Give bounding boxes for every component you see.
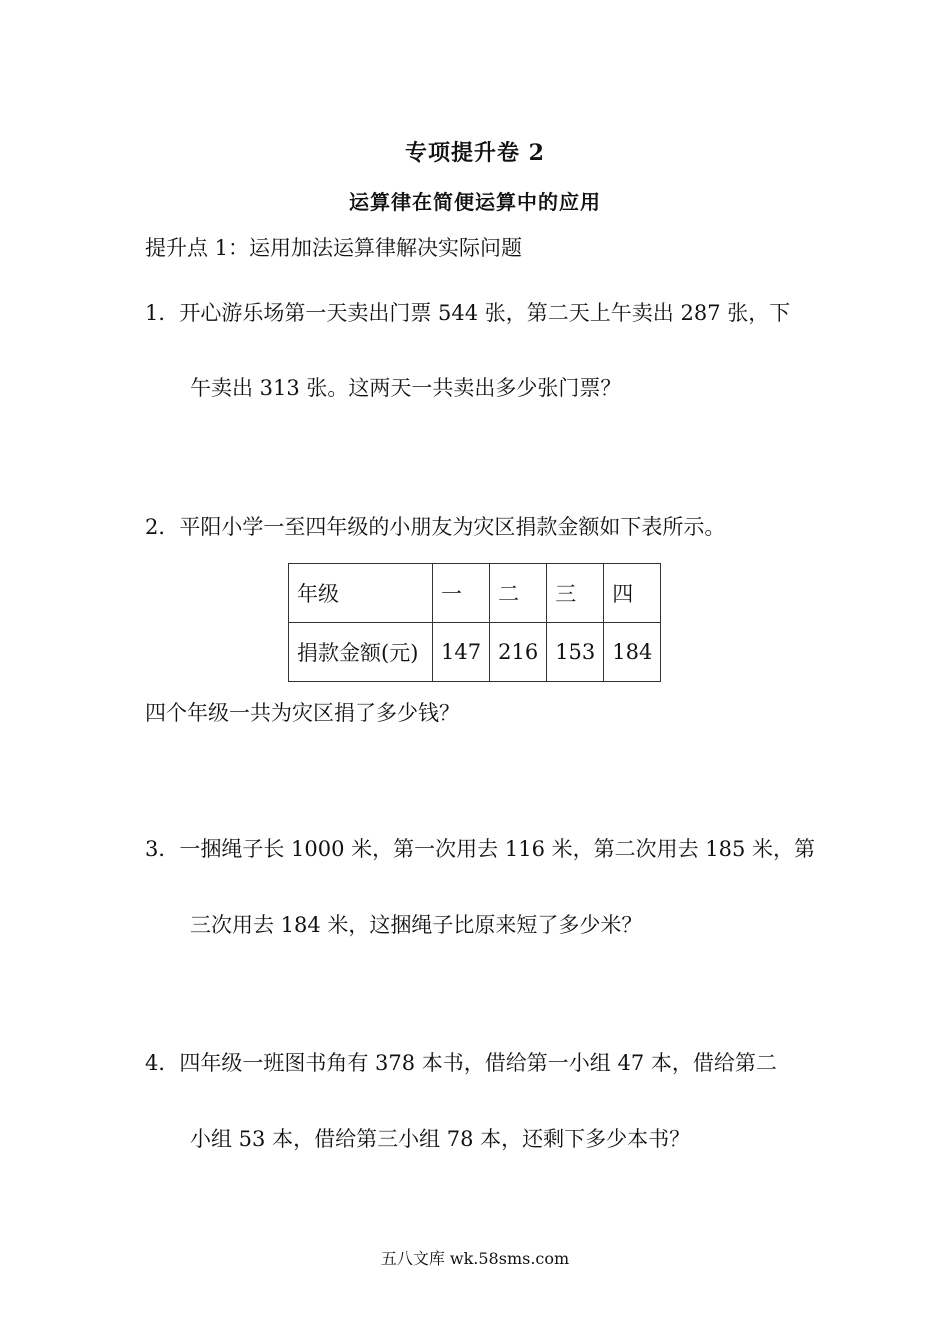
question-3-number: 3． (145, 837, 180, 861)
question-1-number: 1． (145, 301, 180, 325)
question-4-text-1: 四年级一班图书角有 378 本书，借给第一小组 47 本，借给第二 (179, 1051, 777, 1075)
table-cell: 216 (490, 623, 547, 682)
question-3-line-1 (145, 834, 815, 864)
page-subtitle: 运算律在简便运算中的应用 (349, 190, 601, 214)
table-cell: 147 (433, 623, 490, 682)
table-row (289, 623, 661, 682)
table-cell: 捐款金额(元) (289, 623, 433, 682)
question-1-text-1: 开心游乐场第一天卖出门票 544 张，第二天上午卖出 287 张，下 (179, 301, 791, 325)
table-header-cell: 二 (490, 564, 547, 623)
question-3-text-1: 一捆绳子长 1000 米，第一次用去 116 米，第二次用去 185 米，第 (179, 837, 816, 861)
question-1-line-2: 午卖出 313 张。这两天一共卖出多少张门票？ (190, 376, 622, 400)
section-heading: 提升点 1：运用加法运算律解决实际问题 (145, 236, 523, 260)
question-2-line-1 (145, 512, 725, 542)
table-cell: 184 (604, 623, 661, 682)
table-header-row (289, 564, 661, 623)
footer-watermark: 五八文库 wk.58sms.com (380, 1249, 570, 1268)
question-1-line-1 (145, 298, 790, 328)
question-4-number: 4． (145, 1051, 180, 1075)
table-header-cell: 四 (604, 564, 661, 623)
table-cell: 153 (547, 623, 604, 682)
question-4-line-2: 小组 53 本，借给第三小组 78 本，还剩下多少本书？ (190, 1127, 691, 1151)
question-2-text-1: 平阳小学一至四年级的小朋友为灾区捐款金额如下表所示。 (179, 515, 726, 539)
table-header-cell: 年级 (289, 564, 433, 623)
table-header-cell: 一 (433, 564, 490, 623)
question-2-line-2: 四个年级一共为灾区捐了多少钱？ (145, 701, 460, 725)
question-3-line-2: 三次用去 184 米，这捆绳子比原来短了多少米？ (190, 913, 643, 937)
page-title: 专项提升卷 2 (405, 140, 545, 166)
question-2-number: 2． (145, 515, 180, 539)
donation-table (288, 563, 661, 682)
question-4-line-1 (145, 1048, 777, 1078)
table-header-cell: 三 (547, 564, 604, 623)
